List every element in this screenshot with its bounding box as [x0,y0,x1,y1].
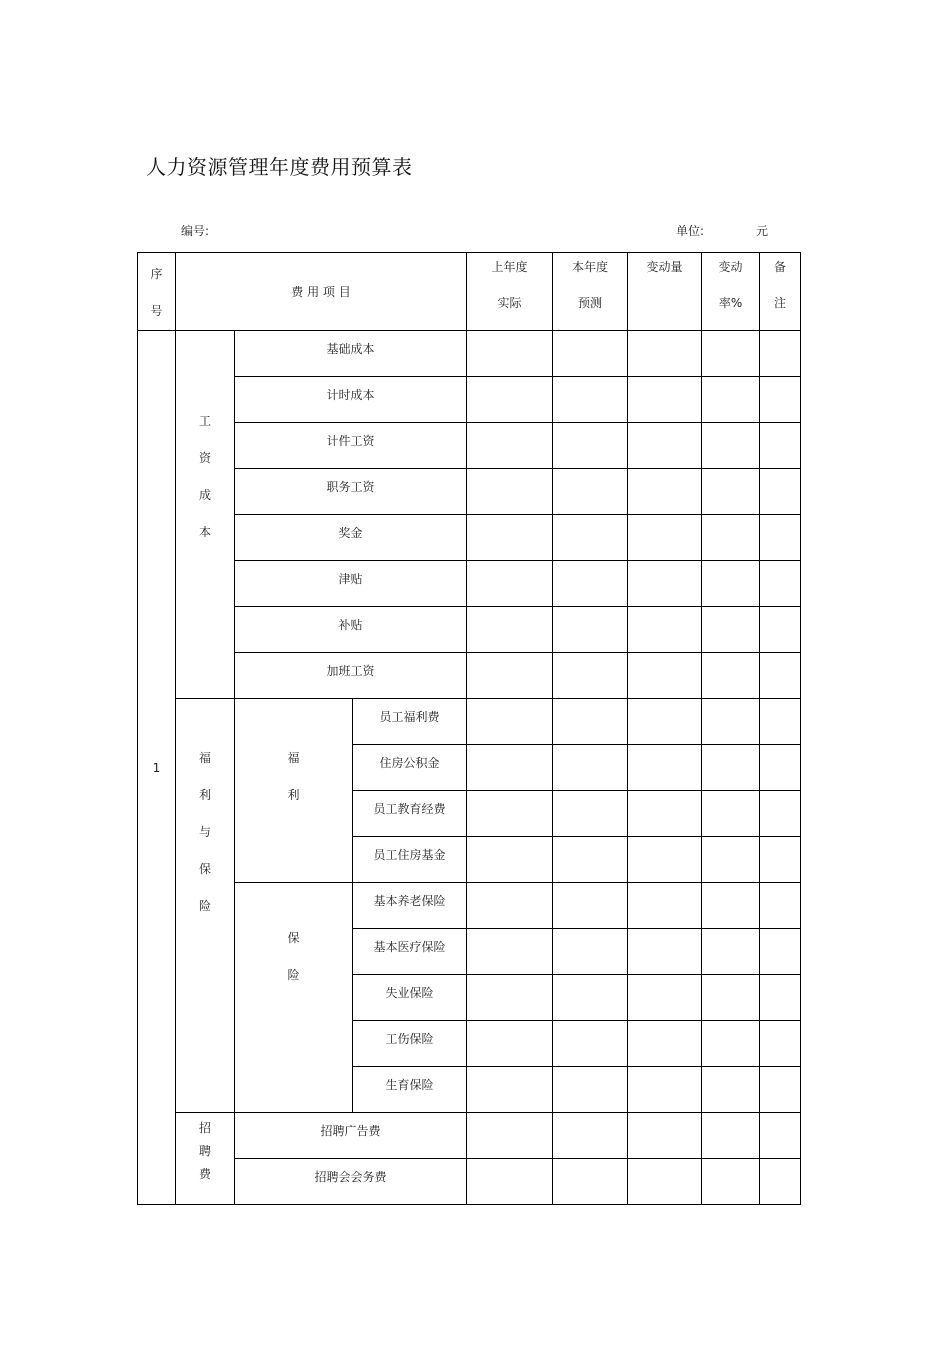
unit-value: 元 [756,224,769,238]
item-cell: 计时成本 [235,377,467,423]
table-row [138,883,801,929]
item-cell: 失业保险 [353,975,467,1021]
item-cell: 基本医疗保险 [353,929,467,975]
unit-label: 单位: [676,224,705,238]
item-cell: 计件工资 [235,423,467,469]
seq-cell: 1 [138,331,176,1205]
subgroup-welfare: 福利 [235,699,353,883]
header-change-rate: 变动 率% [702,253,760,331]
header-this-year: 本年度 预测 [553,253,628,331]
item-cell: 工伤保险 [353,1021,467,1067]
table-row [138,653,801,699]
item-cell: 招聘广告费 [235,1113,467,1159]
item-cell: 津贴 [235,561,467,607]
budget-table [137,252,801,1205]
item-cell: 基础成本 [235,331,467,377]
item-cell: 员工教育经费 [353,791,467,837]
table-row [138,699,801,745]
item-cell: 住房公积金 [353,745,467,791]
item-cell: 生育保险 [353,1067,467,1113]
table-row [138,1113,801,1159]
item-cell: 加班工资 [235,653,467,699]
item-cell: 招聘会会务费 [235,1159,467,1205]
header-last-year: 上年度 实际 [467,253,553,331]
header-remark: 备 注 [760,253,801,331]
table-row [138,423,801,469]
item-cell: 员工福利费 [353,699,467,745]
header-change-amount: 变动量 [628,253,702,331]
header-item: 费 用 项 目 [176,253,467,331]
header-seq: 序号 [138,253,176,331]
table-row [138,377,801,423]
table-row [138,331,801,377]
table-row [138,515,801,561]
table-row [138,561,801,607]
item-cell: 奖金 [235,515,467,561]
item-cell: 职务工资 [235,469,467,515]
group-recruit: 招聘费 [176,1113,235,1205]
item-cell: 补贴 [235,607,467,653]
page-title: 人力资源管理年度费用预算表 [146,155,413,179]
item-cell: 员工住房基金 [353,837,467,883]
table-row [138,607,801,653]
group-welfare-insurance: 福利与保险 [176,699,235,1113]
item-cell: 基本养老保险 [353,883,467,929]
table-row [138,469,801,515]
subgroup-insurance: 保险 [235,883,353,1113]
group-salary: 工资成本 [176,331,235,699]
table-row [138,1159,801,1205]
number-label: 编号: [181,224,210,238]
header-row [138,253,801,331]
